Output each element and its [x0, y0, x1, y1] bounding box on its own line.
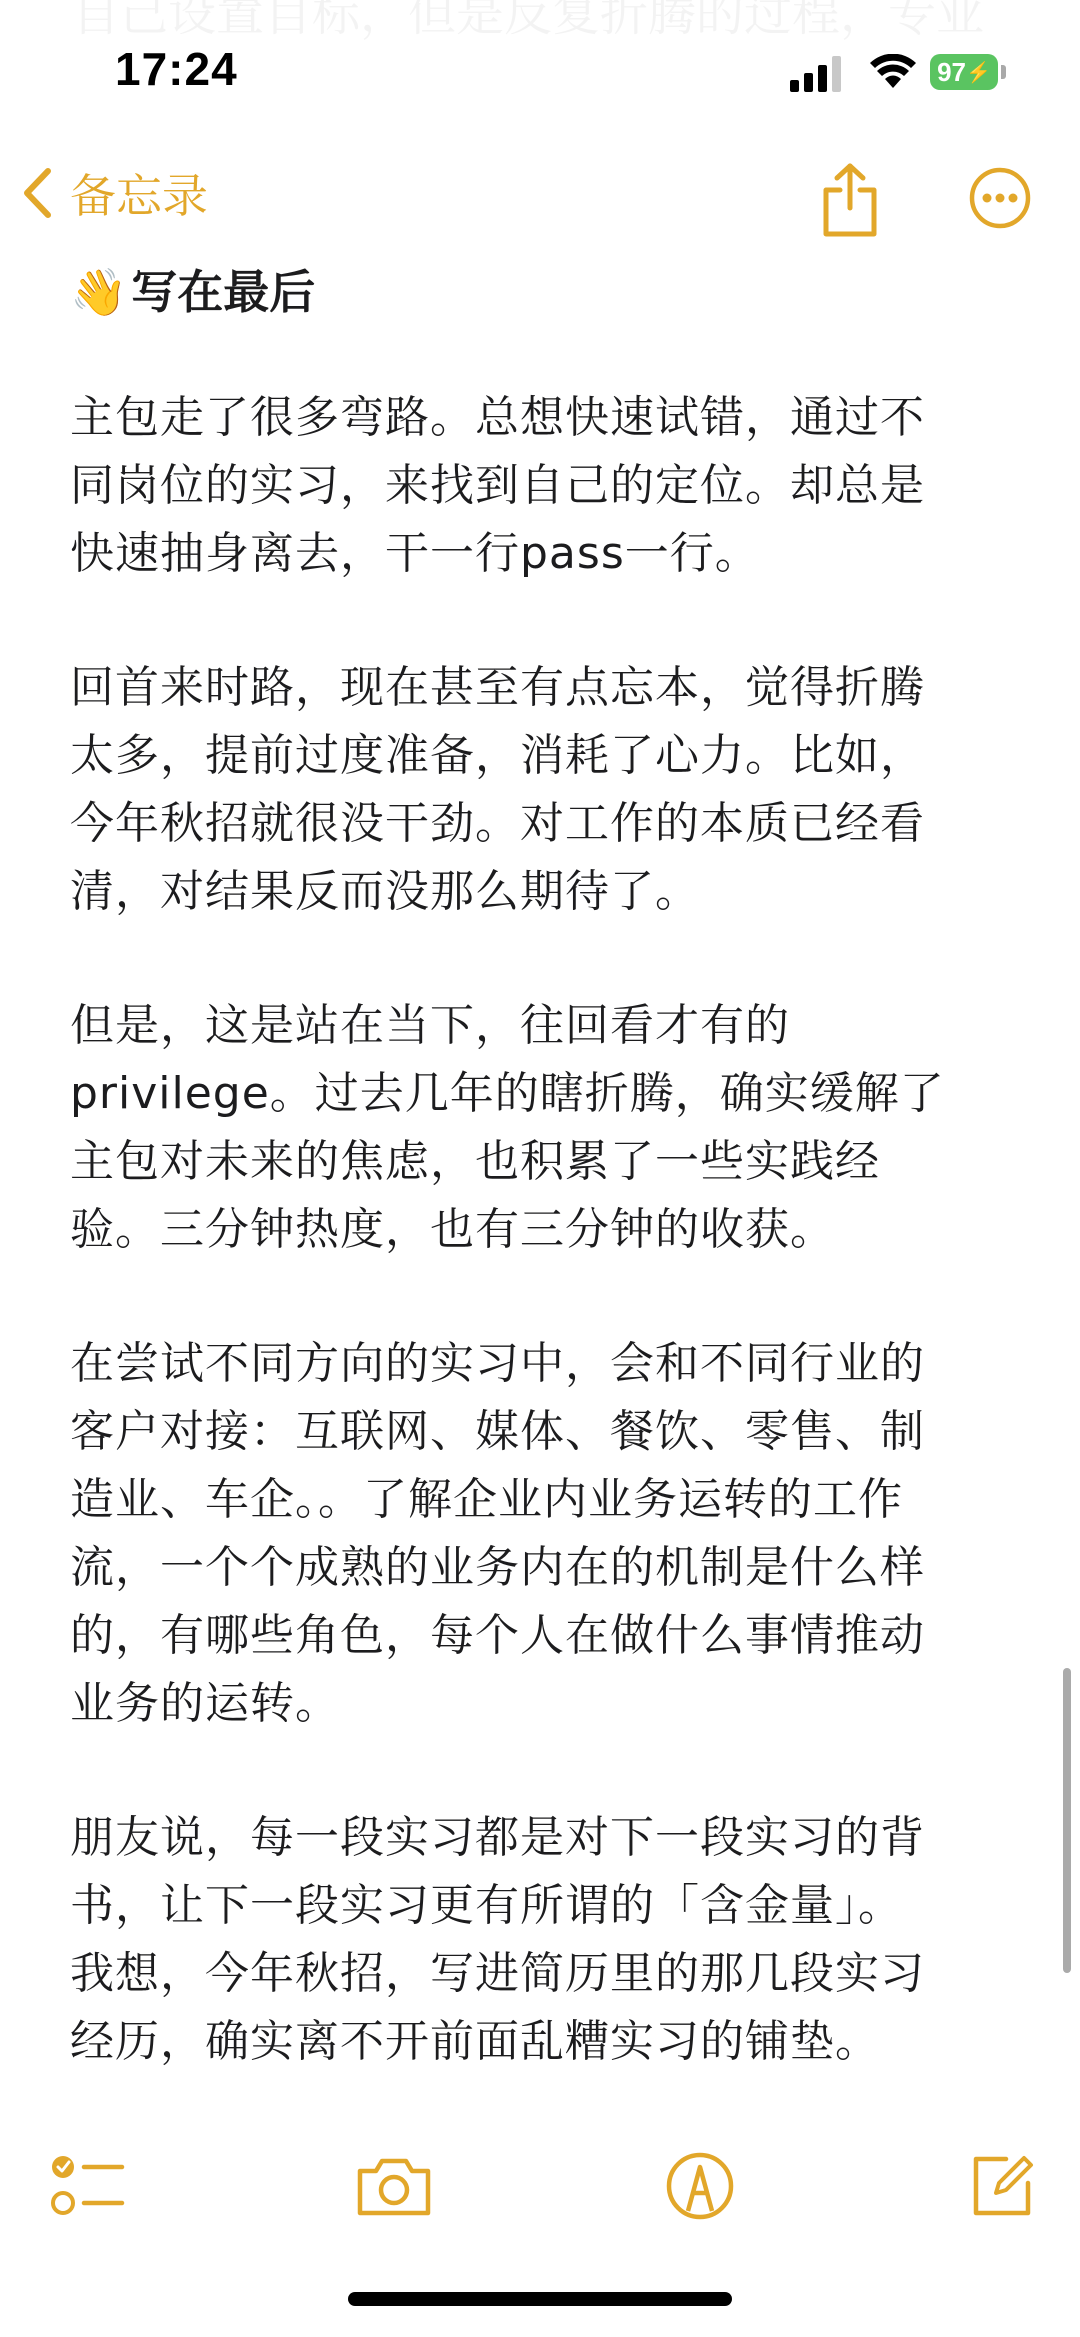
spacer — [70, 332, 1010, 384]
note-heading — [70, 252, 1010, 332]
back-label: 备忘录 — [70, 169, 208, 223]
spacer — [70, 1264, 1010, 1330]
battery-level: 97 — [937, 56, 966, 87]
spacer — [70, 926, 1010, 992]
wifi-icon — [868, 54, 918, 90]
checklist-icon[interactable] — [50, 2151, 128, 2221]
spacer — [70, 588, 1010, 654]
paragraph-5: 朋友说，每一段实习都是对下一段实习的背 书，让下一段实习更有所谓的「含金量」。 我想，今年秋招，写进简历里的那几段实习 经历，确实离不开前面乱糟实习的铺垫。 — [70, 1812, 925, 2067]
status-bar — [0, 0, 1080, 140]
bottom-toolbar — [0, 2125, 1080, 2245]
more-options-icon[interactable] — [968, 166, 1032, 230]
status-icons — [790, 52, 1020, 92]
note-body[interactable] — [70, 252, 1010, 2076]
paragraph-3: 但是，这是站在当下，往回看才有的 privilege。过去几年的瞎折腾，确实缓解了 主包对未来的焦虑，也积累了一些实践经 验。三分钟热度，也有三分钟的收获。 — [70, 1000, 945, 1255]
share-icon[interactable] — [818, 162, 882, 238]
status-time: 17:24 — [115, 43, 238, 95]
compose-icon[interactable] — [966, 2151, 1036, 2221]
markup-pen-icon[interactable] — [664, 2151, 736, 2221]
scrollbar[interactable] — [1063, 1668, 1071, 1973]
paragraph-4: 在尝试不同方向的实习中，会和不同行业的 客户对接：互联网、媒体、餐饮、零售、制 造业、车企。。了解企业内业务运转的工作 流，一个个成熟的业务内在的机制是什么样 的，有哪些角色，每个人在做什么事情推动 业务的运转。 — [70, 1338, 925, 1729]
spacer — [70, 1738, 1010, 1804]
navigation-bar — [0, 140, 1080, 260]
paragraph-2: 回首来时路，现在甚至有点忘本，觉得折腾 太多，提前过度准备，消耗了心力。比如， 今年秋招就很没干劲。对工作的本质已经看 清，对结果反而没那么期待了。 — [70, 662, 925, 917]
cellular-signal-icon — [790, 56, 846, 92]
chevron-left-icon — [22, 167, 52, 219]
home-indicator[interactable] — [348, 2292, 732, 2306]
battery-tip — [1001, 65, 1006, 79]
paragraph-1: 主包走了很多弯路。总想快速试错，通过不 同岗位的实习，来找到自己的定位。却总是 快速抽身离去，干一行pass一行。 — [70, 392, 925, 579]
waving-hand-emoji: 👋 — [70, 265, 128, 319]
heading-text: 写在最后 — [131, 265, 316, 319]
camera-icon[interactable] — [354, 2151, 434, 2221]
back-button[interactable] — [22, 160, 208, 226]
battery-indicator: 97 ⚡ — [930, 54, 998, 90]
